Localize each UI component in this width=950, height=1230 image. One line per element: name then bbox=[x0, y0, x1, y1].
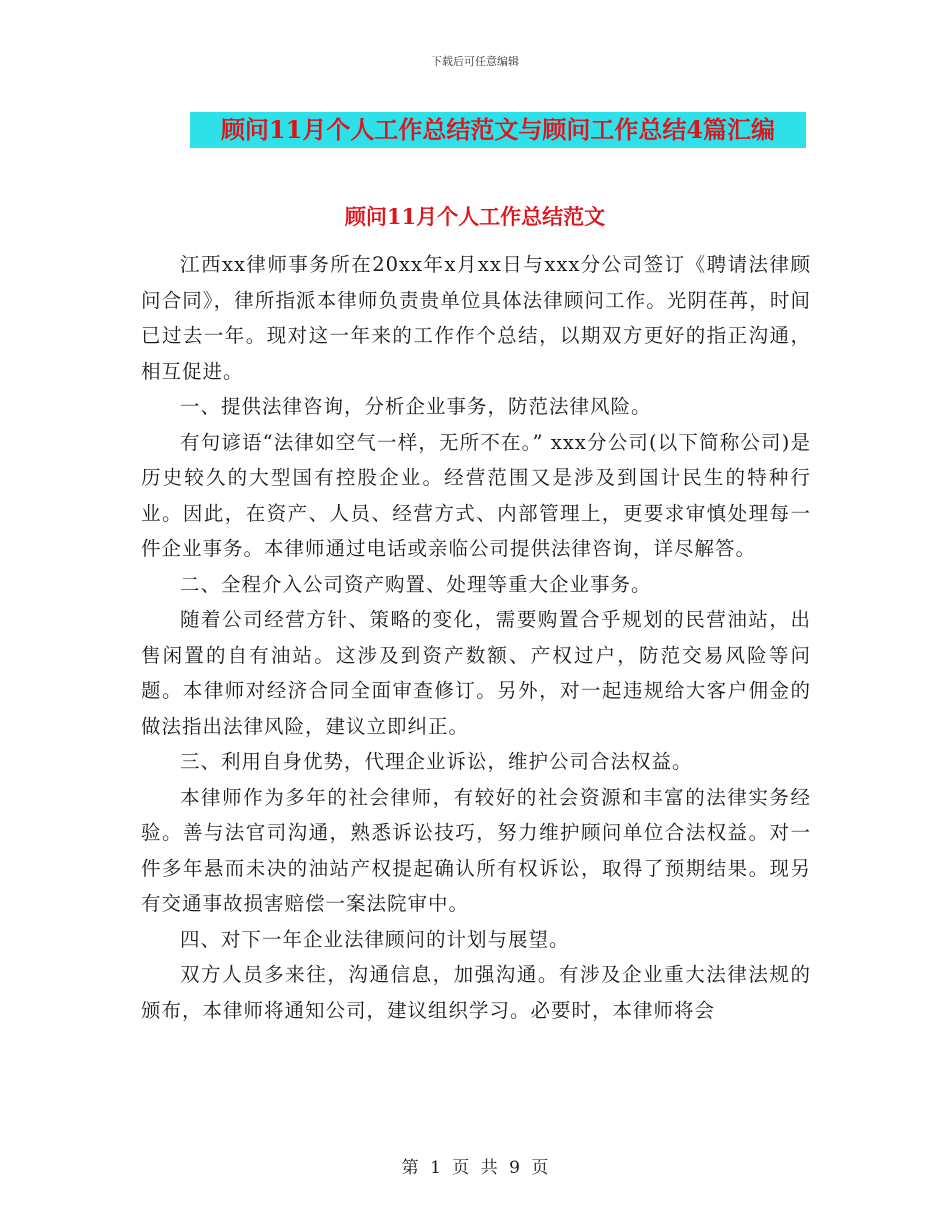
paragraph-heading-1: 一、提供法律咨询，分析企业事务，防范法律风险。 bbox=[180, 395, 652, 418]
paragraph-heading-2: 二、全程介入公司资产购置、处理等重大企业事务。 bbox=[180, 572, 652, 596]
paragraph-intro: 江西xx律师事务所在20xx年x月xx日与xxx分公司签订《聘请法律顾问合同》，律所指派本律师负责贵单位具体法律顾问工作。光阴荏苒，时间已过去一年。现对这一年来的工作作个总结，以期双方更好的指正沟通，相互促进。 bbox=[141, 253, 811, 383]
paragraph-litigation: 本律师作为多年的社会律师，有较好的社会资源和丰富的法律实务经验。善与法官司沟通，熟悉诉讼技巧，努力维护顾问单位合法权益。对一件多年悬而未决的油站产权提起确认所有权诉讼，取得了预期结果。现另有交通事故损害赔偿一案法院审中。 bbox=[141, 785, 811, 915]
paragraph-consulting: 有句谚语“法律如空气一样，无所不在。” xxx分公司(以下简称公司)是历史较久的大型国有控股企业。经营范围又是涉及到国计民生的特种行业。因此，在资产、人员、经营方式、内部管理上，更要求审慎处理每一件企业事务。本律师通过电话或亲临公司提供法律咨询，详尽解答。 bbox=[141, 430, 811, 560]
page-number: 第 1 页 共 9 页 bbox=[401, 1158, 549, 1178]
section-title: 顾问11月个人工作总结范文 bbox=[344, 204, 606, 229]
page-header-note: 下载后可任意编辑 bbox=[431, 55, 519, 68]
document-main-title: 顾问11月个人工作总结范文与顾问工作总结4篇汇编 bbox=[190, 112, 806, 148]
paragraph-plan: 双方人员多来往，沟通信息，加强沟通。有涉及企业重大法律法规的颁布，本律师将通知公司，建议组织学习。必要时，本律师将会 bbox=[141, 963, 811, 1022]
paragraph-assets: 随着公司经营方针、策略的变化，需要购置合乎规划的民营油站，出售闲置的自有油站。这涉及到资产数额、产权过户，防范交易风险等问题。本律师对经济合同全面审查修订。另外，对一起违规给大客户佣金的做法指出法律风险，建议立即纠正。 bbox=[141, 608, 811, 738]
paragraph-heading-4: 四、对下一年企业法律顾问的计划与展望。 bbox=[180, 927, 570, 951]
document-body bbox=[141, 247, 811, 1028]
paragraph-heading-3: 三、利用自身优势，代理企业诉讼，维护公司合法权益。 bbox=[180, 750, 693, 773]
